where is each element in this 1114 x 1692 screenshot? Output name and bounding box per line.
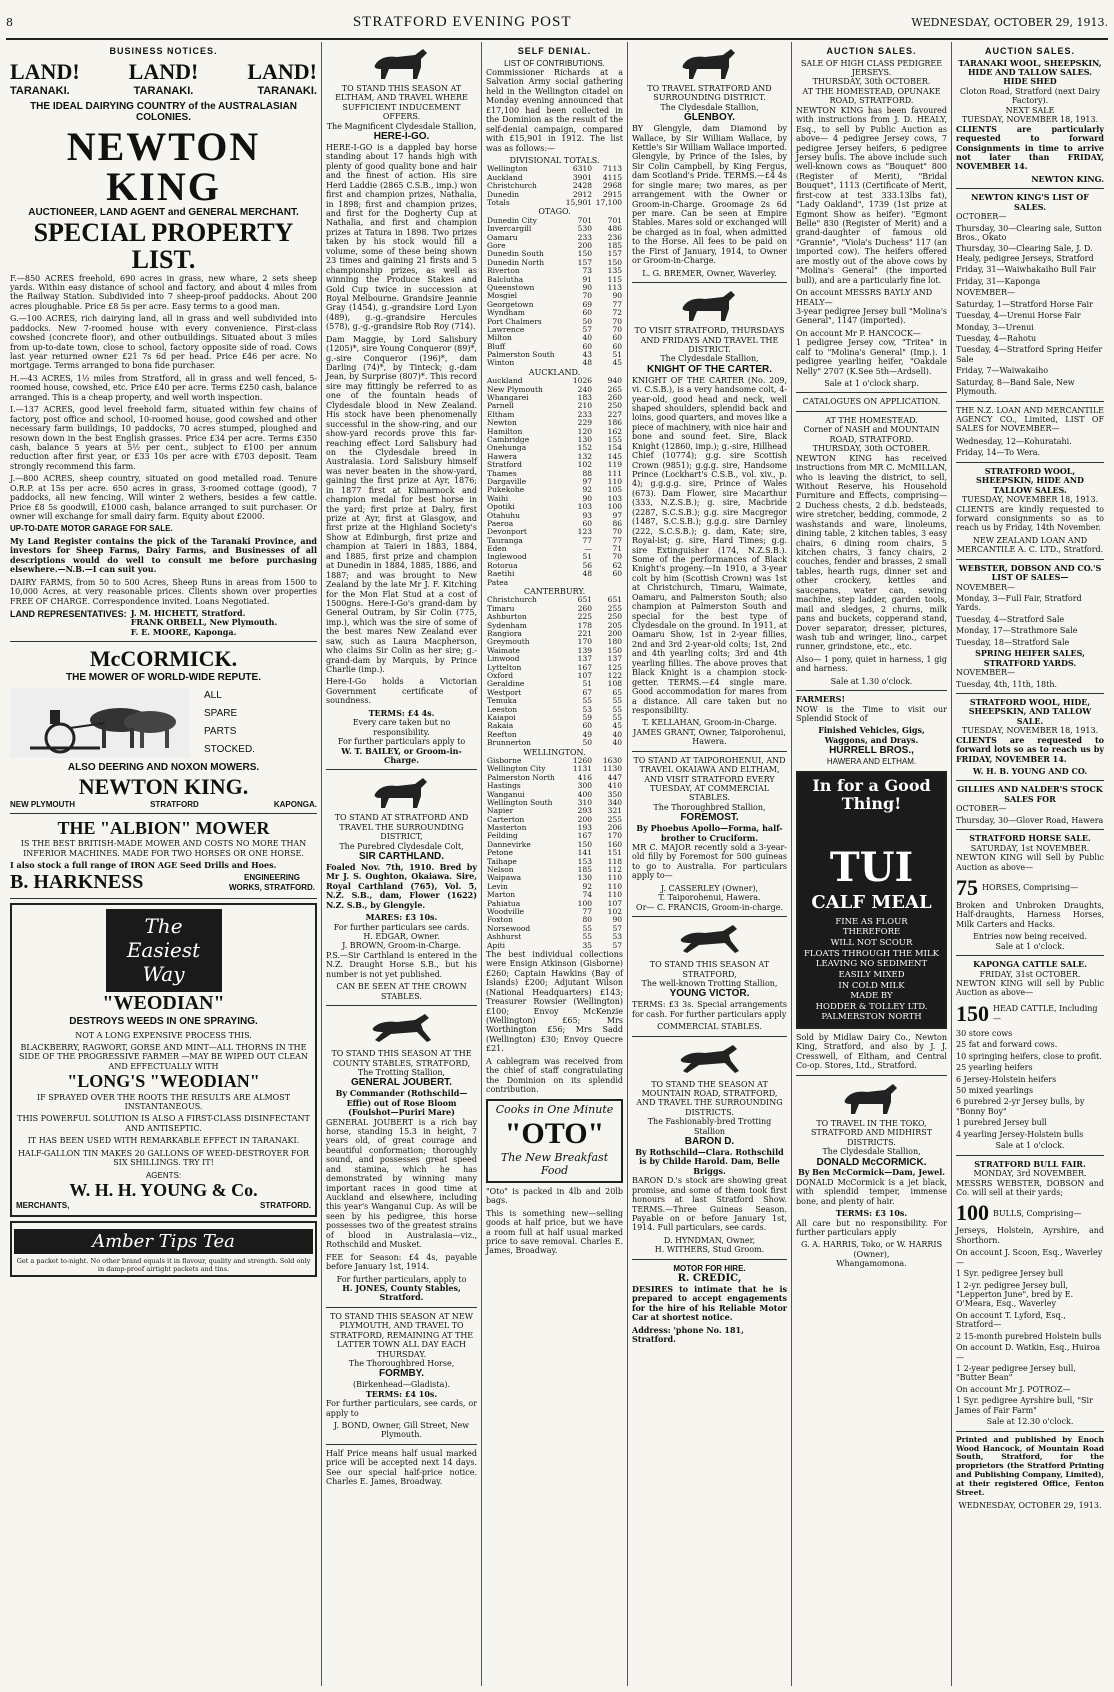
table-row: Pahiatua 100 107 xyxy=(487,898,622,908)
table-row: Eden — 71 xyxy=(487,544,622,554)
table-row: Winton 48 45 xyxy=(487,358,622,368)
stallion-young-victor: YOUNG VICTOR. xyxy=(669,988,750,1000)
weodian-title: "WEODIAN" xyxy=(102,992,225,1015)
column-auction-sales-2: AUCTION SALES. TARANAKI WOOL, SHEEPSKIN, HIDE AND TALLOW SALES. HIDE SHED Cloton Road, Stratford (next Dairy Factory). NEXT SALE TUESDAY, NOVEMBER 18, 1913. CLIENTS are particularly requested to forward Consignments in time to arrive not later than FRIDAY, NOVEMBER 14. NEWTON KING. NEWTON KING'S LIST OF SALES. OCTOBER— Thursday, 30—Clearing sale, Sutton Bros., Okato Thursday, 30—Clearing Sale, J. D. Healy, pedigree Jerseys, Stratford Friday, 31—Waiwhakaiho Bull Fair Friday, 31—Kaponga NOVEMBER— Saturday, 1—Stratford Horse Fair Tuesday, 4—Urenui Horse Fair Monday, 3—Urenui Tuesday, 4—Rahotu Tuesday, 4—Stratford Spring Heifer Sale Friday, 7—Waiwakaiho Saturday, 8—Band Sale, New Plymouth. THE N.Z. LOAN AND MERCANTILE AGENCY CO., Limited, LIST OF SALES for NOVEMBER— Wednesday, 12—Kohuratahi. Friday, 14—To Wera. STRATFORD WOOL, SHEEPSKIN, HIDE AND TALLOW SALES. TUESDAY, NOVEMBER 18, 1913. CLIENTS are kindly requested to forward consignments so as to reach us by Friday, 14th November. NEW ZEALAND LOAN AND MERCANTILE A. C. LTD., Stratford. WEBSTER, DOBSON AND CO.'S LIST OF SALES— NOVEMBER— Monday, 3—Full Fair, Stratford Yards. Tuesday, 4—Stratford Sale Monday, 17—Strathmore Sale Tuesday, 18—Stratford Sale SPRING HEIFER SALES, STRATFORD YARDS. NOVEMBER— Tuesday, 4th, 11th, 18th. STRATFORD WOOL, HIDE, SHEEPSKIN, AND TALLOW SALE. TUESDAY, NOVEMBER 18, 1913. CLIENTS are requested to forward lots so as to reach us by FRIDAY, NOVEMBER 14. W. H. B. YOUNG AND CO. GILLIES AND NALDER'S STOCK SALES FOR OCTOBER— Thursday, 30—Glover Road, Hawera STRATFORD HORSE SALE. SATURDAY, 1st NOVEMBER. NEWTON KING will Sell by Public Auction as above— 75 HORSES, Comprising— Broken and Unbroken Draughts, Half-draughts, Harness Horses, Milk Carters and Hacks. Entries now being received. Sale at 1 o'clock. KAPONGA CATTLE SALE. FRIDAY, 31st OCTOBER. NEWTON KING will sell by Public Auction as above— 150 HEAD CATTLE, Including— 30 store cows 25 fat and forward cows. 10 springing heifers, close to profit. 25 yearling heifers 6 Jersey-Holstein heifers 50 mixed yearlings 6 purebred 2-yr Jersey bulls, by "Bonny Boy" 1 purebred Jersey bull 4 yearling Jersey-Holstein bulls Sale at 1 o'clock. STRATFORD BULL FAIR. MONDAY, 3rd NOVEMBER. MESSRS WEBSTER, DOBSON and Co. will sell at their yards; 100 BULLS, Comprising— Jerseys, Holstein, Ayrshire, and Shorthorn. On account J. Scoon, Esq., Waverley— 1 Syr. pedigree Jersey bull 1 2-yr. pedigree Jersey bull, "Lepperton June", bred by E. O'Meara, Esq., Waverley On account T. Lyford, Esq., Stratford— 2 15-month purebred Holstein bulls On account D. Watkin, Esq., Huiroa— 1 2-year pedigree Jersey bull, "Butter Bean" On account Mr J. POTROZ— 1 Syr. pedigree Ayrshire bull, "Sir James of Fair Farm" Sale at 12.30 o'clock. Printed and published by Enoch Wood Hancock, of Mountain Road South, Stratford, for the proprietors (the Stratford Printing and Publishing Company, Limited), at their registered Office, Fenton Street. WEDNESDAY, OCTOBER 29, 1913. xyxy=(956,46,1104,1510)
property-j: J.—800 ACRES, sheep country, situated on good metalled road. Tenure O.R.P. at 15s per acre. 650 acres in grass, 3-roomed cottage (good), 7 paddocks, all new fencing. Will winter 2 wethers, besides a few cattle. Price £8 5s goodwill, £1000 cash, balance arranged to suit purchaser. Or owner will exchange for small dairy farm. Equity about £2000. xyxy=(10,474,317,522)
table-row: Tauranga 77 77 xyxy=(487,535,622,545)
list-item: Tuesday, 4—Stratford Sale xyxy=(956,614,1065,624)
land-representatives: LAND REPRESENTATIVES: J. M. HICHETT, Stratford. FRANK ORBELL, New Plymouth. F. E. MOORE, Kaponga. xyxy=(10,607,278,637)
section-heading: SELF DENIAL. xyxy=(517,46,592,56)
table-row: Waihi 90 103 xyxy=(487,493,622,503)
table-row: Palmerston South 43 51 xyxy=(487,350,622,360)
table-row: Otahuhu 93 97 xyxy=(487,510,622,520)
list-item: Tuesday, 4—Urenui Horse Fair xyxy=(956,311,1081,321)
list-item: 1 Syr. pedigree Jersey bull xyxy=(956,1269,1064,1279)
tui-line: HODDER & TOLLEY LTD. xyxy=(815,1001,928,1012)
albion-title: THE "ALBION" MOWER xyxy=(57,818,270,839)
list-item: Friday, 31—Kaponga xyxy=(956,276,1041,286)
list-item: Friday, 14—To Wera. xyxy=(956,448,1041,458)
list-item: Tuesday, 18—Stratford Sale xyxy=(956,637,1070,647)
table-row: Lawrence 57 70 xyxy=(487,324,622,334)
table-row: Lyttelton 167 125 xyxy=(487,662,622,672)
masthead xyxy=(6,6,1108,40)
table-row: Hamilton 120 162 xyxy=(487,426,622,436)
list-item: Saturday, 1—Stratford Horse Fair xyxy=(956,299,1093,309)
tui-line: WILL NOT SCOUR xyxy=(830,938,913,949)
list-item: Tuesday, 4—Stratford Spring Heifer Sale xyxy=(956,345,1103,364)
stallion-formby: FORMBY. xyxy=(379,1368,424,1380)
table-row: Oxford 107 122 xyxy=(487,671,622,680)
list-item: Tuesday, 4—Rahotu xyxy=(956,333,1037,343)
stallion-glenboy: GLENBOY. xyxy=(683,112,736,124)
list-item: 25 yearling heifers xyxy=(956,1063,1033,1073)
tui-line: THEREFORE xyxy=(842,927,901,938)
tui-line: IN COLD MILK xyxy=(838,980,905,991)
table-row: Opotiki 103 100 xyxy=(487,502,622,512)
table-row: Riverton 73 135 xyxy=(487,266,622,276)
table-row: Rotorua 56 62 xyxy=(487,560,622,570)
list-item: Thursday, 30—Clearing Sale, J. D. Healy, pedigree Jerseys, Stratford xyxy=(956,244,1094,263)
horse-icon xyxy=(367,774,437,810)
table-row: Waimate 139 150 xyxy=(487,645,622,655)
table-row: Petone 141 151 xyxy=(487,848,622,858)
table-row: Wellington South 310 340 xyxy=(487,797,622,807)
tui-calf-meal-ad: In for a Good Thing! TUI CALF MEAL FINE AS FLOUR THEREFORE WILL NOT SCOUR FLOATS THROUGH THE MILK LEAVING NO SEDIMENT EASILY MIXED IN COLD MILK MADE BY HODDER & TOLLEY LTD. PALMERSTON NORTH xyxy=(796,771,947,1029)
list-item: 1 2-year pedigree Jersey bull, "Butter Bean" xyxy=(956,1364,1076,1383)
table-row: Dunedin South 150 157 xyxy=(487,249,622,259)
easiest-way-banner: The Easiest Way xyxy=(106,909,222,992)
table-row: Levin 92 110 xyxy=(487,881,622,891)
column-stallions-1: TO STAND THIS SEASON AT ELTHAM, AND TRAVEL WHERE SUFFICIENT INDUCEMENT OFFERS. The Magnificent Clydesdale Stallion, HERE-I-GO. HERE-I-GO is a dappled bay horse standing about 17 hands high with plenty of good quality bone and hair and the finest of action. His sire Herd Laddie (2865 C.S.B., imp.) won first and champion prizes, Nathalia, in 1898; first and champion prizes, and first for the Dogherty Cup at Nathalia, and first and champion prizes at Tatura in 1898. Two prizes taken by his stock would fill a volume, some of these being shown 23 times and gaining 21 firsts and 5 championship prizes, as well as winning the Produce Stakes and Gold Cup twice in succession at Royal Melbourne. Grandsire Jeannie Gray (1454), g.-grandsire Lord Lyon (489), g.-g.-grandsire Hercules (578), g.-g.-grandsire Rob Roy (714). Dam Maggie, by Lord Salisbury (1205)*, sire Young Conqueror (89)*, g.-sire Conqueror (196)*, dam Darling (74)*, by Tinteck; g.-dam Jean, by Surprise (807)*. This record sire may fittingly be referred to as one of the fountain heads of Clydesdale blood in New Zealand. His stock have been phenomenally successful in the show-ring, and our show-yard records prove this far-reaching effect Lord Salisbury had on the Clydesdale breed in Australasia. Lord Salisbury himself was never beaten in the show-yard, gaining the first prize at Ayr, 1876; in 1877 first at Kilmarnock and champion medal for best horse in the yard; first prize at Dalry, first prize at Ayr, first at Glasgow, and first prize at the Highland Society's Show at Edinburgh, first prize and champion at Taieri in 1883, 1884, and 1885, first prize and champion at Dunedin in 1884, 1885, 1886, and 1887; and was brought to New Zealand by the late Mr J. F. Kitching for the Mon Flat Stud at a cost of 1500gns. Here-I-Go's grand-dam by General Outram, by Sir Colin (775, imp.), which was the sire of some of the best mares New Zealand ever saw, such as Laura Macpherson, who claims Sir Colin as her sire; g.-grand-dam by Marquis, by Prince Charlie (imp.). Here-I-Go holds a Victorian Government certificate of soundness. TERMS: £4 4s. Every care taken but no responsibility. For further particulars apply to W. T. BAILEY, or Groom-in-Charge. TO STAND AT STRATFORD AND TRAVEL THE SURROUNDING DISTRICT, The Purebred Clydesdale Colt, SIR CARTHLAND. Foaled Nov. 7th, 1910. Bred by Mr J. S. Oughton, Okaiawa. Sire, Royal Carthland (765), Vol. 5, N.Z. S.B., dam, Flower (1622) N.Z. S.B., by Glengyle. MARES: £3 10s. For further particulars see cards. H. EDGAR, Owner. J. BROWN, Groom-in-Charge. P.S.—Sir Carthland is entered in the N.Z. Draught Horse S.B., but his number is not yet published. CAN BE SEEN AT THE CROWN STABLES. TO STAND THIS SEASON AT THE COUNTY STABLES, STRATFORD, The Trotting Stallion, GENERAL JOUBERT. By Commander (Rothschild—Effie) out of Rose Bloom (Foulshot—Puriri Mare) GENERAL JOUBERT is a rich bay horse, standing 15.3 in height, 7 years old, of great courage and beautiful conformation; thoroughly sound, and possesses great speed and stamina, which he has demonstrated by winning many important races in good time at Auckland and elsewhere, including this year's Wanganui Cup. As will be seen by his pedigree, this horse possesses two of the greatest strains of blood in Australasia—viz., Rothschild and Musket. FEE for Season: £4 4s, payable before January 1st, 1914. For further particulars, apply to H. JONES, County Stables, Stratford. TO STAND THIS SEASON AT NEW PLYMOUTH, AND TRAVEL TO STRATFORD, REMAINING AT THE LATTER TOWN ALL DAY EACH THURSDAY. The Thoroughbred Horse, FORMBY. (Birkenhead—Gladista). TERMS: £4 10s. For further particulars, see cards, or apply to J. BOND, Owner, Gill Street, New Plymouth. Half Price means half usual marked price will be accepted next 14 days. See our special half-price notice. Charles E. James, Broadway. xyxy=(322,42,482,1686)
stallion-baron-d: BARON D. xyxy=(684,1136,735,1148)
table-row: Inglewood 51 70 xyxy=(487,552,622,562)
table-row: Taihape 153 118 xyxy=(487,856,622,866)
table-row: Dargaville 97 110 xyxy=(487,476,622,486)
newton-king-2: NEWTON KING. xyxy=(78,773,249,799)
list-item: Thursday, 30—Clearing sale, Sutton Bros., Okato xyxy=(956,223,1102,243)
list-item: Tuesday, 4th, 11th, 18th. xyxy=(956,679,1058,689)
table-row: New Plymouth 240 265 xyxy=(487,384,622,394)
table-row: Christchurch 651 651 xyxy=(487,595,622,605)
table-row: Ashburton 225 250 xyxy=(487,612,622,622)
table-row: Palmerston North 416 447 xyxy=(487,772,622,782)
table-row: Greymouth 170 180 xyxy=(487,637,622,647)
stallion-knight-of-the-carter: KNIGHT OF THE CARTER. xyxy=(647,363,772,375)
table-row: Queenstown 90 113 xyxy=(487,282,622,292)
horse-icon xyxy=(837,1080,907,1116)
table-row: Napier 293 321 xyxy=(487,806,622,816)
mower-ad: ALL SPARE PARTS STOCKED. xyxy=(10,687,317,759)
list-item: Monday, 3—Urenui xyxy=(956,322,1034,332)
column-stallions-2: TO TRAVEL STRATFORD AND SURROUNDING DISTRICT. The Clydesdale Stallion, GLENBOY. BY Glengyle, dam Diamond by Wallace, by Sir William Wallace, by Kettle's Sir William Wallace imported. Glengyle, by Prince of the Isles, by Sir Colin Campbell, by King Fergus, dam Scotland's Pride. TERMS.—£4 4s for single mare; two mares, as per arrangement with the Owner or Groom-in-Charge. Groomage 2s 6d per mare. Can be seen at Empire Stables. Mares sold or exchanged will be charged as in foal, when admitted to the Horse. All fees to be paid on the First of January, 1914, to Owner or Groom-in-Charge. L. G. BREMER, Owner, Waverley. TO VISIT STRATFORD, THURSDAYS AND FRIDAYS AND TRAVEL THE DISTRICT. The Clydesdale Stallion, KNIGHT OF THE CARTER. KNIGHT OF THE CARTER (No. 209, vi. C.S.B.), is a very handsome colt, 4-year-old, good head and neck, well shaped shoulders, splendid back and loins, good quarters, and moves like a piece of machinery, with nice hair and bone and sound feet. Sire, Black Knight (12860, imp.); g.-sire, Hillhead Chief (10774); g.g. sire Scottish Crown (9851); g.g.g. sire, Handsome Prince (Lockhart's C.S.B., vol. xiv., p. 4); g.g.g.g. sire, Prince of Wales (673). Dam Flower, sire Macarthur (333, N.Z.S.B.); g. sire, Macbride (2287, S.C.S.B.); g.g. sire Macgregor (1487, S.C.S.B.); g.g.g. sire Darnley (222, S.C.S.B.); g. dam, Kate; sire, Royal-ist; g. sire, Hard Times; g.g. sire Extinguisher (174, N.Z.S.B.). Some of the performances of Black Knight's progeny.—In 1910, a 3-year colt by him (Scottish Crown) was 1st at Christchurch, Timaru, Waimate, Oamaru, and Palmerston South; also champion at Palmerston South and special for the best type of Clydesdale on the ground. In 1911, at Oamaru Show, 1st in 2-year fillies, 2nd and 3rd 2-year-old colts; 1st, 2nd and 4th yearling colts; 3rd and 4th yearling fillies. The above proves that Black Knight is a champion stock-getter. TERMS.—£4 single mare. Good accommodation for mares from a distance. All care taken but no responsibility. T. KELLAHAN, Groom-in-Charge. JAMES GRANT, Owner, Taiporohenui, Hawera. TO STAND AT TAIPOROHENUI, AND TRAVEL OKAIAWA AND ELTHAM, AND VISIT STRATFORD EVERY TUESDAY, AT COMMERCIAL STABLES. The Thoroughbred Stallion, FOREMOST. By Phoebus Apollo—Forma, half-brother to Cruciform. MR C. MAJOR recently sold a 3-year-old filly by Foremost for 500 guineas to go to Australia. For particulars apply to— J. CASSERLEY (Owner), T. Taiporohenui, Hawera. Or— C. FRANCIS, Groom-in-charge. TO STAND THIS SEASON AT STRATFORD, The well-known Trotting Stallion, YOUNG VICTOR. TERMS: £3 3s. Special arrangements for cash. For further particulars apply COMMERCIAL STABLES. TO STAND THE SEASON AT MOUNTAIN ROAD, STRATFORD, AND TRAVEL THE SURROUNDING DISTRICTS. The Fashionably-bred Trotting Stallion BARON D. By Rothschild—Clara. Rothschild is by Childe Harold. Dam, Belle Briggs. BARON D.'s stock are showing great promise, and some of them took first honours at last Stratford Show. TERMS.—Three Guineas Season. Payable on or before January 1st, 1914. Full particulars, see cards. D. HYNDMAN, Owner, H. WITHERS, Stud Groom. MOTOR FOR HIRE. R. CREDIC, DESIRES to intimate that he is prepared to accept engagements for the hire of his Reliable Motor Car at shortest notice. Address: 'phone No. 181, Stratford. xyxy=(628,42,792,1686)
land-banner: LAND! LAND! LAND! xyxy=(10,58,317,84)
newspaper-title: STRATFORD EVENING POST xyxy=(352,13,572,30)
list-item: 2 15-month purebred Holstein bulls xyxy=(956,1331,1102,1341)
garage-notice: UP-TO-DATE MOTOR GARAGE FOR SALE. xyxy=(10,524,173,534)
wellington-table xyxy=(486,757,623,950)
property-f: F.—850 ACRES freehold, 690 acres in grass, new whare, 2 sets sheep yards. Within easy distance of school and factory, and about 4 miles from the Railway Station. Subdivided into 7 sheep-proof paddocks. About 200 acres ploughable. Price £8 5s per acre. Easy terms to a good man. xyxy=(10,273,317,311)
table-row: Waipawa 130 110 xyxy=(487,873,622,883)
table-row: Balclutha 91 115 xyxy=(487,274,622,284)
table-row: Milton 40 60 xyxy=(487,333,622,343)
table-row: Sydenham 178 205 xyxy=(487,620,622,630)
table-row: Reefton 49 40 xyxy=(487,729,622,739)
deering-line: ALSO DEERING AND NOXON MOWERS. xyxy=(67,762,260,774)
table-row: Auckland 1026 940 xyxy=(487,376,622,386)
albion-desc: IS THE BEST BRITISH-MADE MOWER AND COSTS NO MORE THAN INFERIOR MACHINES. MADE FOR TWO HORSES OR ONE HORSE. xyxy=(20,839,307,858)
table-row: Stratford 102 119 xyxy=(487,460,622,470)
newton-king-title: NEWTON KING xyxy=(66,124,261,210)
harkness-line: B. HARKNESS ENGINEERING WORKS, STRATFORD. xyxy=(10,870,316,893)
table-row: Invercargill 530 486 xyxy=(487,224,622,234)
table-row: Hastings 300 410 xyxy=(487,781,622,791)
table-row: Wellington City 1131 1130 xyxy=(487,764,622,774)
table-row: Wyndham 60 72 xyxy=(487,308,622,318)
list-item: 10 springing heifers, close to profit. xyxy=(956,1051,1102,1061)
table-row: Cambridge 130 155 xyxy=(487,435,622,445)
list-item: Monday, 3—Full Fair, Stratford Yards. xyxy=(956,594,1082,613)
table-row: Kaiapoi 59 55 xyxy=(487,712,622,722)
table-row: Norsewood 55 57 xyxy=(487,923,622,933)
table-row: Eltham 233 227 xyxy=(487,409,622,419)
amber-tips-ad: Amber Tips Tea Get a packet to-night. No other brand equals it in flavour, quality and strength. Sold only in damp-proof airtight packets and tins. xyxy=(10,1221,317,1278)
table-row: Nelson 185 112 xyxy=(487,865,622,875)
list-item: 50 mixed yearlings xyxy=(956,1086,1034,1096)
list-item: Friday, 7—Waiwakaiho xyxy=(956,366,1049,376)
list-item: Monday, 17—Strathmore Sale xyxy=(956,626,1078,636)
table-row: Linwood 137 137 xyxy=(487,654,622,664)
section-heading: AUCTION SALES. xyxy=(826,46,917,56)
column-business-notices xyxy=(6,42,322,1686)
table-row: Hawera 132 145 xyxy=(487,451,622,461)
table-row: Dannevirke 150 160 xyxy=(487,839,622,849)
horse-icon xyxy=(675,45,745,81)
table-row: Bluff 60 60 xyxy=(487,341,622,351)
table-row: Gore 200 185 xyxy=(487,240,622,250)
table-row: Timaru 260 255 xyxy=(487,603,622,613)
table-row: Geraldine 51 108 xyxy=(487,679,622,689)
list-item: Thursday, 30—Glover Road, Hawera xyxy=(956,815,1104,825)
land-register: My Land Register contains the pick of the Taranaki Province, and investors for Sheep Farms, Dairy Farms, and Businesses of all descriptions would do well to consult me before purchasing elsewhere.—N.B.—I can suit you. xyxy=(10,535,317,575)
trotting-horse-icon xyxy=(675,1041,745,1077)
printer-imprint: Printed and published by Enoch Wood Hancock, of Mountain Road South, Stratford, for the proprietors (the Stratford Printing and Publishing Company, Limited), at their registered Office, Fenton Street. xyxy=(956,1434,1104,1497)
list-item: 30 store cows xyxy=(956,1028,1013,1038)
mower-towns: NEW PLYMOUTH STRATFORD KAPONGA. xyxy=(10,799,317,809)
page-number: 8 xyxy=(6,15,13,29)
table-row: Gisborne 1260 1630 xyxy=(487,755,622,765)
table-row: Port Chalmers 50 70 xyxy=(487,316,622,326)
table-row: Paeroa 60 86 xyxy=(487,518,622,528)
table-row: Mosgiel 70 90 xyxy=(487,291,622,301)
table-row: Woodville 77 102 xyxy=(487,906,622,916)
table-row: Rakaia 60 45 xyxy=(487,721,622,731)
table-row: Devonport 123 70 xyxy=(487,527,622,537)
stallion-hereigo: HERE-I-GO. xyxy=(373,131,430,143)
table-row: Apiti 35 57 xyxy=(487,940,622,950)
horse-icon xyxy=(367,45,437,81)
section-heading: AUCTION SALES. xyxy=(984,46,1075,56)
tui-line: MADE BY xyxy=(850,991,893,1002)
tui-line: LEAVING NO SEDIMENT xyxy=(815,959,928,970)
table-row: Parnell 210 250 xyxy=(487,401,622,411)
table-row: Dunedin North 157 150 xyxy=(487,257,622,267)
tui-line: FINE AS FLOUR xyxy=(835,916,908,927)
special-property-list: SPECIAL PROPERTY LIST. xyxy=(33,217,294,275)
table-row: Dunedin 2912 2915 xyxy=(487,189,622,199)
list-item: 6 purebred 2-yr Jersey bulls, by "Bonny Boy" xyxy=(956,1097,1085,1116)
auckland-table xyxy=(486,377,623,587)
canterbury-table xyxy=(486,596,623,747)
table-row: Feilding 167 170 xyxy=(487,831,622,841)
property-g: G.—100 ACRES, rich dairying land, all in grass and well subdivided into paddocks. New 7-roomed house with every convenience. First-class cowshed (concrete floor), and other outbuildings. Situated about 3 miles from up-to-date town, close to school, factory opposite side of road. Cows last year returned owner £21 7s 6d per head. Price £46 per acre. No mortgage. Terms arranged to bona fide purchaser. xyxy=(10,314,317,371)
oto-ad: Cooks in One Minute "OTO" The New Breakfast Food xyxy=(486,1099,623,1183)
weodian-ad: The Easiest Way "WEODIAN" DESTROYS WEEDS IN ONE SPRAYING. NOT A LONG EXPENSIVE PROCESS THIS. BLACKBERRY, RAGWORT, GORSE AND MINT—ALL THORNS IN THE SIDE OF THE PROGRESSIVE FARMER —MAY BE WIPED OUT CLEAN AND EFFECTUALLY WITH "LONG'S "WEODIAN" IF SPRAYED OVER THE ROOTS THE RESULTS ARE ALMOST INSTANTANEOUS. THIS POWERFUL SOLUTION IS ALSO A FIRST-CLASS DISINFECTANT AND ANTISEPTIC. IT HAS BEEN USED WITH REMARKABLE EFFECT IN TARANAKI. HALF-GALLON TIN MAKES 20 GALLONS OF WEED-DESTROYER FOR SIX SHILLINGS. TRY IT! AGENTS: W. H. H. YOUNG & Co. MERCHANTS, STRATFORD. xyxy=(10,903,317,1216)
table-row: Onehunga 152 154 xyxy=(487,443,622,453)
table-row: Temuka 55 55 xyxy=(487,696,622,706)
table-row: Westport 67 65 xyxy=(487,687,622,697)
stallion-general-joubert: GENERAL JOUBERT. xyxy=(351,1077,452,1089)
horse-mower-illustration xyxy=(10,688,190,758)
list-item: 1 Syr. pedigree Ayrshire bull, "Sir James of Fair Farm" xyxy=(956,1396,1093,1415)
trotting-horse-icon xyxy=(675,921,745,957)
otago-table xyxy=(486,217,623,368)
list-item: 1 2-yr. pedigree Jersey bull, "Lepperton June", bred by E. O'Meara, Esq., Waverley xyxy=(956,1280,1074,1309)
table-row: Foxton 80 90 xyxy=(487,915,622,925)
tui-line: FLOATS THROUGH THE MILK xyxy=(804,948,939,959)
mower-tagline: THE MOWER OF WORLD-WIDE REPUTE. xyxy=(66,672,261,684)
table-row: Thames 88 111 xyxy=(487,468,622,478)
taranaki-banner: TARANAKI. TARANAKI. TARANAKI. xyxy=(10,84,317,97)
column-auction-sales-1: AUCTION SALES. SALE OF HIGH CLASS PEDIGREE JERSEYS. THURSDAY, 30th OCTOBER. AT THE HOMESTEAD, OPUNAKE ROAD, STRATFORD. NEWTON KING has been favoured with instructions from J. D. HEALY, Esq., to sell by Public Auction as above— 4 pedigree Jersey cows, 7 pedigree Jersey heifers, 6 pedigree Jersey bulls. The above include such well-known cows as "Bouquet" 800 (Register of Merit), "Bridal Bouquet", 1113 (Certificate of Merit, first-cow at test 333.13lbs fat), "Lady Oakland", 1739 (1st prize at Egmont Show as heifer). "Egmont Belle" 830 (Register of Merit) and a grand-daughter of famous old "Grannie", "Viola's Duchess" 117 (an imported cow). The heifers offered are mostly out of the above cows by "Molina's General" (the imported bull), and are a particularly fine lot. On account MESSRS BAYLY AND HEALY— 3-year pedigree Jersey bull "Molina's General", 1147 (imported). On account Mr P. HANCOCK— 1 pedigree Jersey cow, "Tritea" in calf to "Molina's General" (Imp.). 1 pedigree yearling heifer, "Oakdale Nelly" 2707 (K.See 5th—Ardsell). Sale at 1 o'clock sharp. CATALOGUES ON APPLICATION. AT THE HOMESTEAD. Corner of NASH and MOUNTAIN ROAD, STRATFORD. THURSDAY, 30th OCTOBER. NEWTON KING has received instructions from MR C. McMILLAN, who is leaving the district, to sell, Without Reserve, his Household Furniture and Effects, comprising— 2 Duchess chests, 2 d.b. bedsteads, wire stretcher, bedding, commode, 2 washstands and ware, linoleums, dining table, 2 kitchen tables, 3 easy chairs, 6 dining room chairs, 5 kitchen chairs, 3 fancy chairs, 2 couches, fender and brasses, 2 small tables, hearth rugs, dinner set and other crockery, kettles and saucepans, water can, sewing machine, step ladder, garden tools, mail and sledges, 2 churns, milk pans and buckets, copperand stand, Dover separator, dresser, pictures, wash tub and wringer, lino., carpet runner, grindstone, etc., etc. Also— 1 pony, quiet in harness, 1 gig and harness. Sale at 1.30 o'clock. FARMERS! NOW is the Time to visit our Splendid Stock of Finished Vehicles, Gigs, Waggons, and Drays. HURRELL BROS., HAWERA AND ELTHAM. In for a Good Thing! TUI CALF MEAL FINE AS FLOUR THEREFORE WILL NOT SCOUR FLOATS THROUGH THE MILK LEAVING NO SEDIMENT EASILY MIXED IN COLD MILK MADE BY HODDER & TOLLEY LTD. PALMERSTON NORTH Sold by Midlaw Dairy Co., Newton King, Stratford, and also by J. J. Cresswell, of Eltham, and Central Co-op. Stores, Ltd., Stratford. TO TRAVEL IN THE TOKO, STRATFORD AND MIDHIRST DISTRICTS. The Clydesdale Stallion, DONALD McCORMICK. By Ben McCormick—Dam, Jewel. DONALD McCormick is a jet black, with splendid temper, immense bone, and plenty of hair. TERMS: £3 10s. All care but no responsibility. For further particulars apply G. A. HARRIS, Toko, or W. HARRIS (Owner), Whangamomona. xyxy=(792,42,952,1686)
divisional-totals-table xyxy=(486,165,623,199)
stallion-foremost: FOREMOST. xyxy=(680,812,739,824)
list-item: Saturday, 8—Band Sale, New Plymouth. xyxy=(956,377,1075,397)
list-item: Wednesday, 12—Kohuratahi. xyxy=(956,436,1072,446)
table-row: Dunedin City 701 701 xyxy=(487,215,622,225)
horse-icon xyxy=(675,287,745,323)
table-row: Raetihi 48 60 xyxy=(487,569,622,579)
list-item: Friday, 31—Waiwhakaiho Bull Fair xyxy=(956,265,1096,275)
section-heading: BUSINESS NOTICES. xyxy=(109,46,218,56)
list-item: 25 fat and forward cows. xyxy=(956,1040,1058,1050)
dairy-farms: DAIRY FARMS, from 50 to 500 Acres, Sheep Runs in areas from 1500 to 10,000 Acres, at very reasonable prices. Clients shown over properties FREE OF CHARGE. Correspondence invited. Loans Negotiated. xyxy=(10,577,317,606)
table-row: Ashhurst 55 53 xyxy=(487,932,622,942)
list-item: 4 yearling Jersey-Holstein bulls xyxy=(956,1129,1084,1139)
stallion-donald-mccormick: DONALD McCORMICK. xyxy=(816,1156,927,1168)
table-row: Marton 74 110 xyxy=(487,890,622,900)
list-item: 1 purebred Jersey bull xyxy=(956,1118,1047,1128)
table-row: Carterton 200 255 xyxy=(487,814,622,824)
table-row: Leeston 53 55 xyxy=(487,704,622,714)
tui-line: PALMERSTON NORTH xyxy=(821,1012,922,1023)
column-self-denial: SELF DENIAL. LIST OF CONTRIBUTIONS. Commissioner Richards at a Salvation Army social gathering held in the Wellington citadel on Monday evening announced that £17,100 had been collected in the Dominion as the result of the self-denial campaign, compared with £15,901 in 1912. The list was as follows:— DIVISIONAL TOTALS. Wellington 6310 7113 Auckland 3901 4115 Christchurch 2428 2968 Dunedin 2912 2915 Totals 15,901 17,100 OTAGO. Dunedin City 701 701 Invercargill 530 486 Oamaru 233 236 Gore 200 185 Dunedin South 150 157 Dunedin North 157 150 Riverton 73 135 Balclutha 91 115 Queenstown 90 113 Mosgiel 70 90 Georgetown 69 77 Wyndham 60 72 Port Chalmers 50 70 Lawrence 57 70 Milton 40 60 Bluff 60 60 Palmerston South 43 51 Winton 48 45 AUCKLAND. Auckland 1026 940 New Plymouth 240 265 Whangarei 183 260 Parnell 210 250 Eltham 233 227 Newton 229 186 Hamilton 120 162 Cambridge 130 155 Onehunga 152 154 Hawera 132 145 Stratford 102 119 Thames 88 111 Dargaville 97 110 Pukekohe 92 105 Waihi 90 103 Opotiki 103 100 Otahuhu 93 97 Paeroa 60 86 Devonport 123 70 Tauranga 77 77 Eden — 71 Inglewood 51 70 Rotorua 56 62 Raetihi 48 60 Patea CANTERBURY. Christchurch 651 651 Timaru 260 255 Ashburton 225 250 Sydenham 178 205 Rangiora 221 200 Greymouth 170 180 Waimate 139 150 Linwood 137 137 Lyttelton 167 125 Oxford 107 122 Geraldine 51 108 Westport 67 65 Temuka 55 55 Leeston 53 55 Kaiapoi 59 55 Rakaia 60 45 Reefton 49 40 Brunnerton 50 40 WELLINGTON. Gisborne 1260 1630 Wellington City 1131 1130 Palmerston North 416 447 Hastings 300 410 Wanganui 400 350 Wellington South 310 340 Napier 293 321 Carterton 200 255 Masterton 193 206 Feilding 167 170 Dannevirke 150 160 Petone 141 151 Taihape 153 118 Nelson 185 112 Waipawa 130 110 Levin 92 110 Marton 74 110 Pahiatua 100 107 Woodville 77 102 Foxton 80 90 Norsewood 55 57 Ashhurst 55 53 Apiti 35 57 The best individual collections were Ensign Atkinson (Gisborne) £260; Captain Hawkins (Bay of Islands) £200; Adjutant Wilson (National Headquarters) £143; Treasurer Rowsier (Wellington) £100; Envoy McKenzie (Wellington) £65; Mrs Worthington £56; Mrs Sadd (Wellington) £30; Envoy Quecre £21. A cablegram was received from the chief of staff congratulating the Dominion on its splendid contribution. Cooks in One Minute "OTO" The New Breakfast Food "Oto" is packed in 4lb and 20lb bags. This is something new—selling goods at half price, but we have a room full at half usual marked price to save removal. Charles E. James, Broadway. xyxy=(482,42,628,1686)
mccormick-title: McCORMICK. xyxy=(89,646,238,672)
issue-date: WEDNESDAY, OCTOBER 29, 1913. xyxy=(911,15,1108,29)
property-h: H.—43 ACRES, 1½ miles from Stratford, all in grass and well fenced, 5-roomed house, cowshed, etc. Price £40 per acre. Terms £250 cash, balance arranged. This is a cheap property, and well worth inspection. xyxy=(10,373,317,402)
table-row: Masterton 193 206 xyxy=(487,823,622,833)
trotting-horse-icon xyxy=(367,1010,437,1046)
table-row: Auckland 3901 4115 xyxy=(487,172,622,182)
table-row: Christchurch 2428 2968 xyxy=(487,181,622,191)
list-item: 6 Jersey-Holstein heifers xyxy=(956,1074,1057,1084)
table-row: Georgetown 69 77 xyxy=(487,299,622,309)
table-row: Rangiora 221 200 xyxy=(487,629,622,639)
table-row: Brunnerton 50 40 xyxy=(487,738,622,748)
table-row: Wanganui 400 350 xyxy=(487,789,622,799)
table-row: Whangarei 183 260 xyxy=(487,393,622,403)
table-row: Wellington 6310 7113 xyxy=(487,164,622,174)
table-row: Newton 229 186 xyxy=(487,418,622,428)
table-row: Patea xyxy=(487,577,509,587)
ideal-line: THE IDEAL DAIRYING COUNTRY of the AUSTRALASIAN COLONIES. xyxy=(30,100,297,124)
table-row: Oamaru 233 236 xyxy=(487,232,622,242)
table-row: Pukekohe 92 105 xyxy=(487,485,622,495)
tui-line: EASILY MIXED xyxy=(838,969,905,980)
stallion-sir-carthland: SIR CARTHLAND. xyxy=(359,851,444,863)
nk-role: AUCTIONEER, LAND AGENT and GENERAL MERCHANT. xyxy=(28,207,299,219)
property-i: I.—137 ACRES, good level freehold farm, situated within few chains of factory, post office and school, 10-roomed house, good cowshed and other necessary farm buildings, 10 paddocks, 70 acres stumped, ploughed and resown down in the best English grasses. Price £34 per acre. Terms £350 cash, balance 5 years at 5½ per cent., subject to £100 per annum reduction after first year, or £33 10s per acre with £703 deposit. Team strongly recommend this farm. xyxy=(10,405,317,471)
iron-age-line: I also stock a full range of IRON AGE Seed Drills and Hoes. xyxy=(10,860,277,871)
